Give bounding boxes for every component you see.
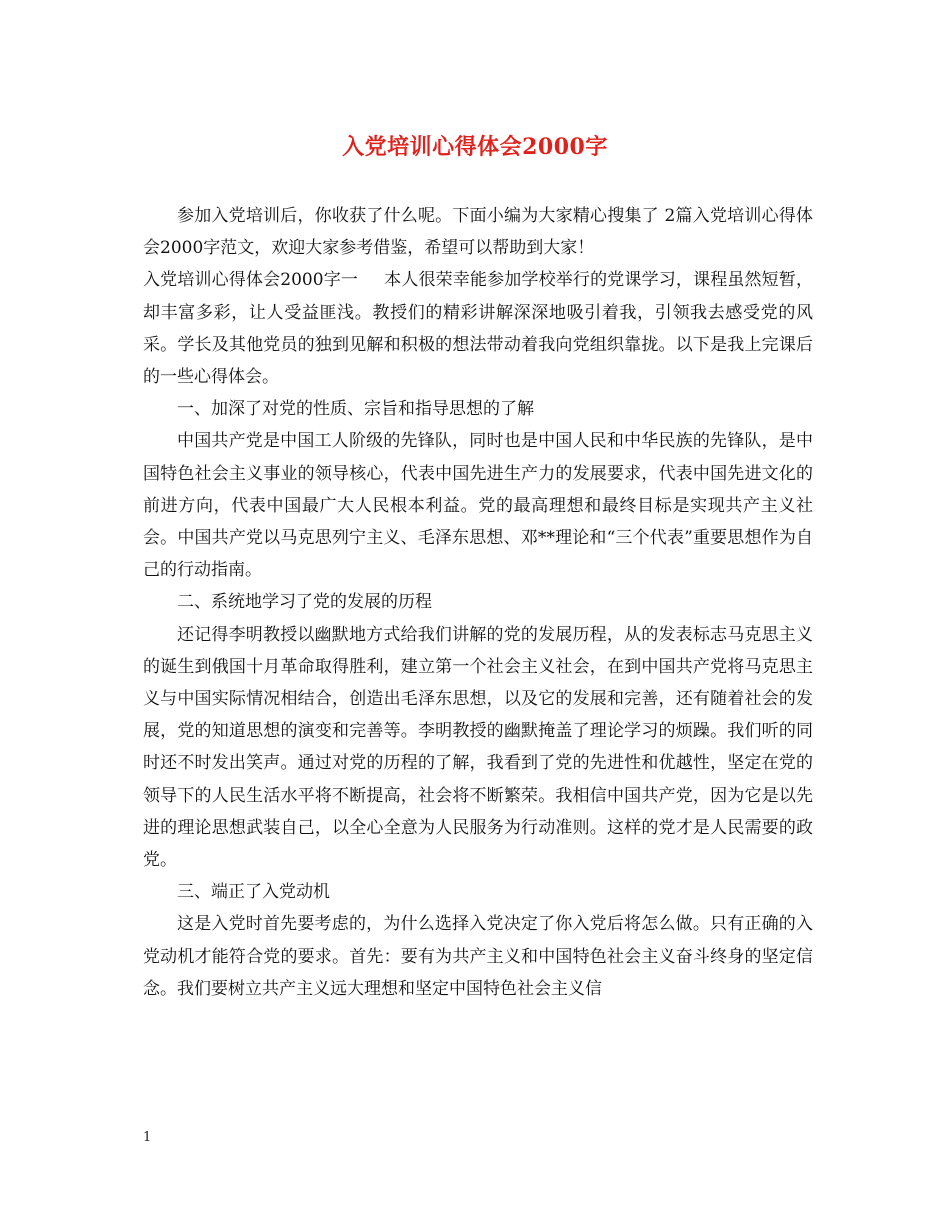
essay-opening-text: 本人很荣幸能参加学校举行的党课学习，课程虽然短暂，却丰富多彩，让人受益匪浅。教授们的精彩讲解深深地吸引着我，引领我去感受党的风采。学长及其他党员的独到见解和积极的想法带动着我向党组织靠拢。以下是我上完课后的一些心得体会。 bbox=[143, 270, 813, 388]
section-one-paragraph bbox=[143, 264, 813, 393]
essay-heading: 入党培训心得体会2000字一 bbox=[143, 270, 359, 291]
body-paragraph-3: 这是入党时首先要考虑的，为什么选择入党决定了你入党后将怎么做。只有正确的入党动机才能符合党的要求。首先：要有为共产主义和中国特色社会主义奋斗终身的坚定信念。我们要树立共产主义远大理想和坚定中国特色社会主义信 bbox=[143, 914, 813, 999]
section-heading-1: 一、加深了对党的性质、宗旨和指导思想的了解 bbox=[177, 399, 534, 420]
body-paragraph-2: 还记得李明教授以幽默地方式给我们讲解的党的发展历程，从的发表标志马克思主义的诞生到俄国十月革命取得胜利，建立第一个社会主义社会，在到中国共产党将马克思主义与中国实际情况相结合，创造出毛泽东思想，以及它的发展和完善，还有随着社会的发展，党的知道思想的演变和完善等。李明教授的幽默掩盖了理论学习的烦躁。我们听的同时还不时发出笑声。通过对党的历程的了解，我看到了党的先进性和优越性，坚定在党的领导下的人民生活水平将不断提高，社会将不断繁荣。我相信中国共产党，因为它是以先进的理论思想武装自己，以全心全意为人民服务为行动准则。这样的党才是人民需要的政党。 bbox=[143, 624, 813, 871]
intro-paragraph: 参加入党培训后，你收获了什么呢。下面小编为大家精心搜集了 2篇入党培训心得体会2000字范文，欢迎大家参考借鉴，希望可以帮助到大家！ bbox=[143, 206, 813, 259]
body-paragraph-1: 中国共产党是中国工人阶级的先锋队，同时也是中国人民和中华民族的先锋队，是中国特色社会主义事业的领导核心，代表中国先进生产力的发展要求，代表中国先进文化的前进方向，代表中国最广大人民根本利益。党的最高理想和最终目标是实现共产主义社会。中国共产党以马克思列宁主义、毛泽东思想、邓**理论和“三个代表”重要思想作为自己的行动指南。 bbox=[143, 431, 813, 581]
page-number: 1 bbox=[143, 1130, 152, 1145]
section-heading-3: 三、端正了入党动机 bbox=[177, 882, 330, 903]
document-body bbox=[143, 200, 813, 1005]
section-heading-2: 二、系统地学习了党的发展的历程 bbox=[177, 592, 432, 613]
document-title: 入党培训心得体会2000字 bbox=[342, 134, 608, 160]
